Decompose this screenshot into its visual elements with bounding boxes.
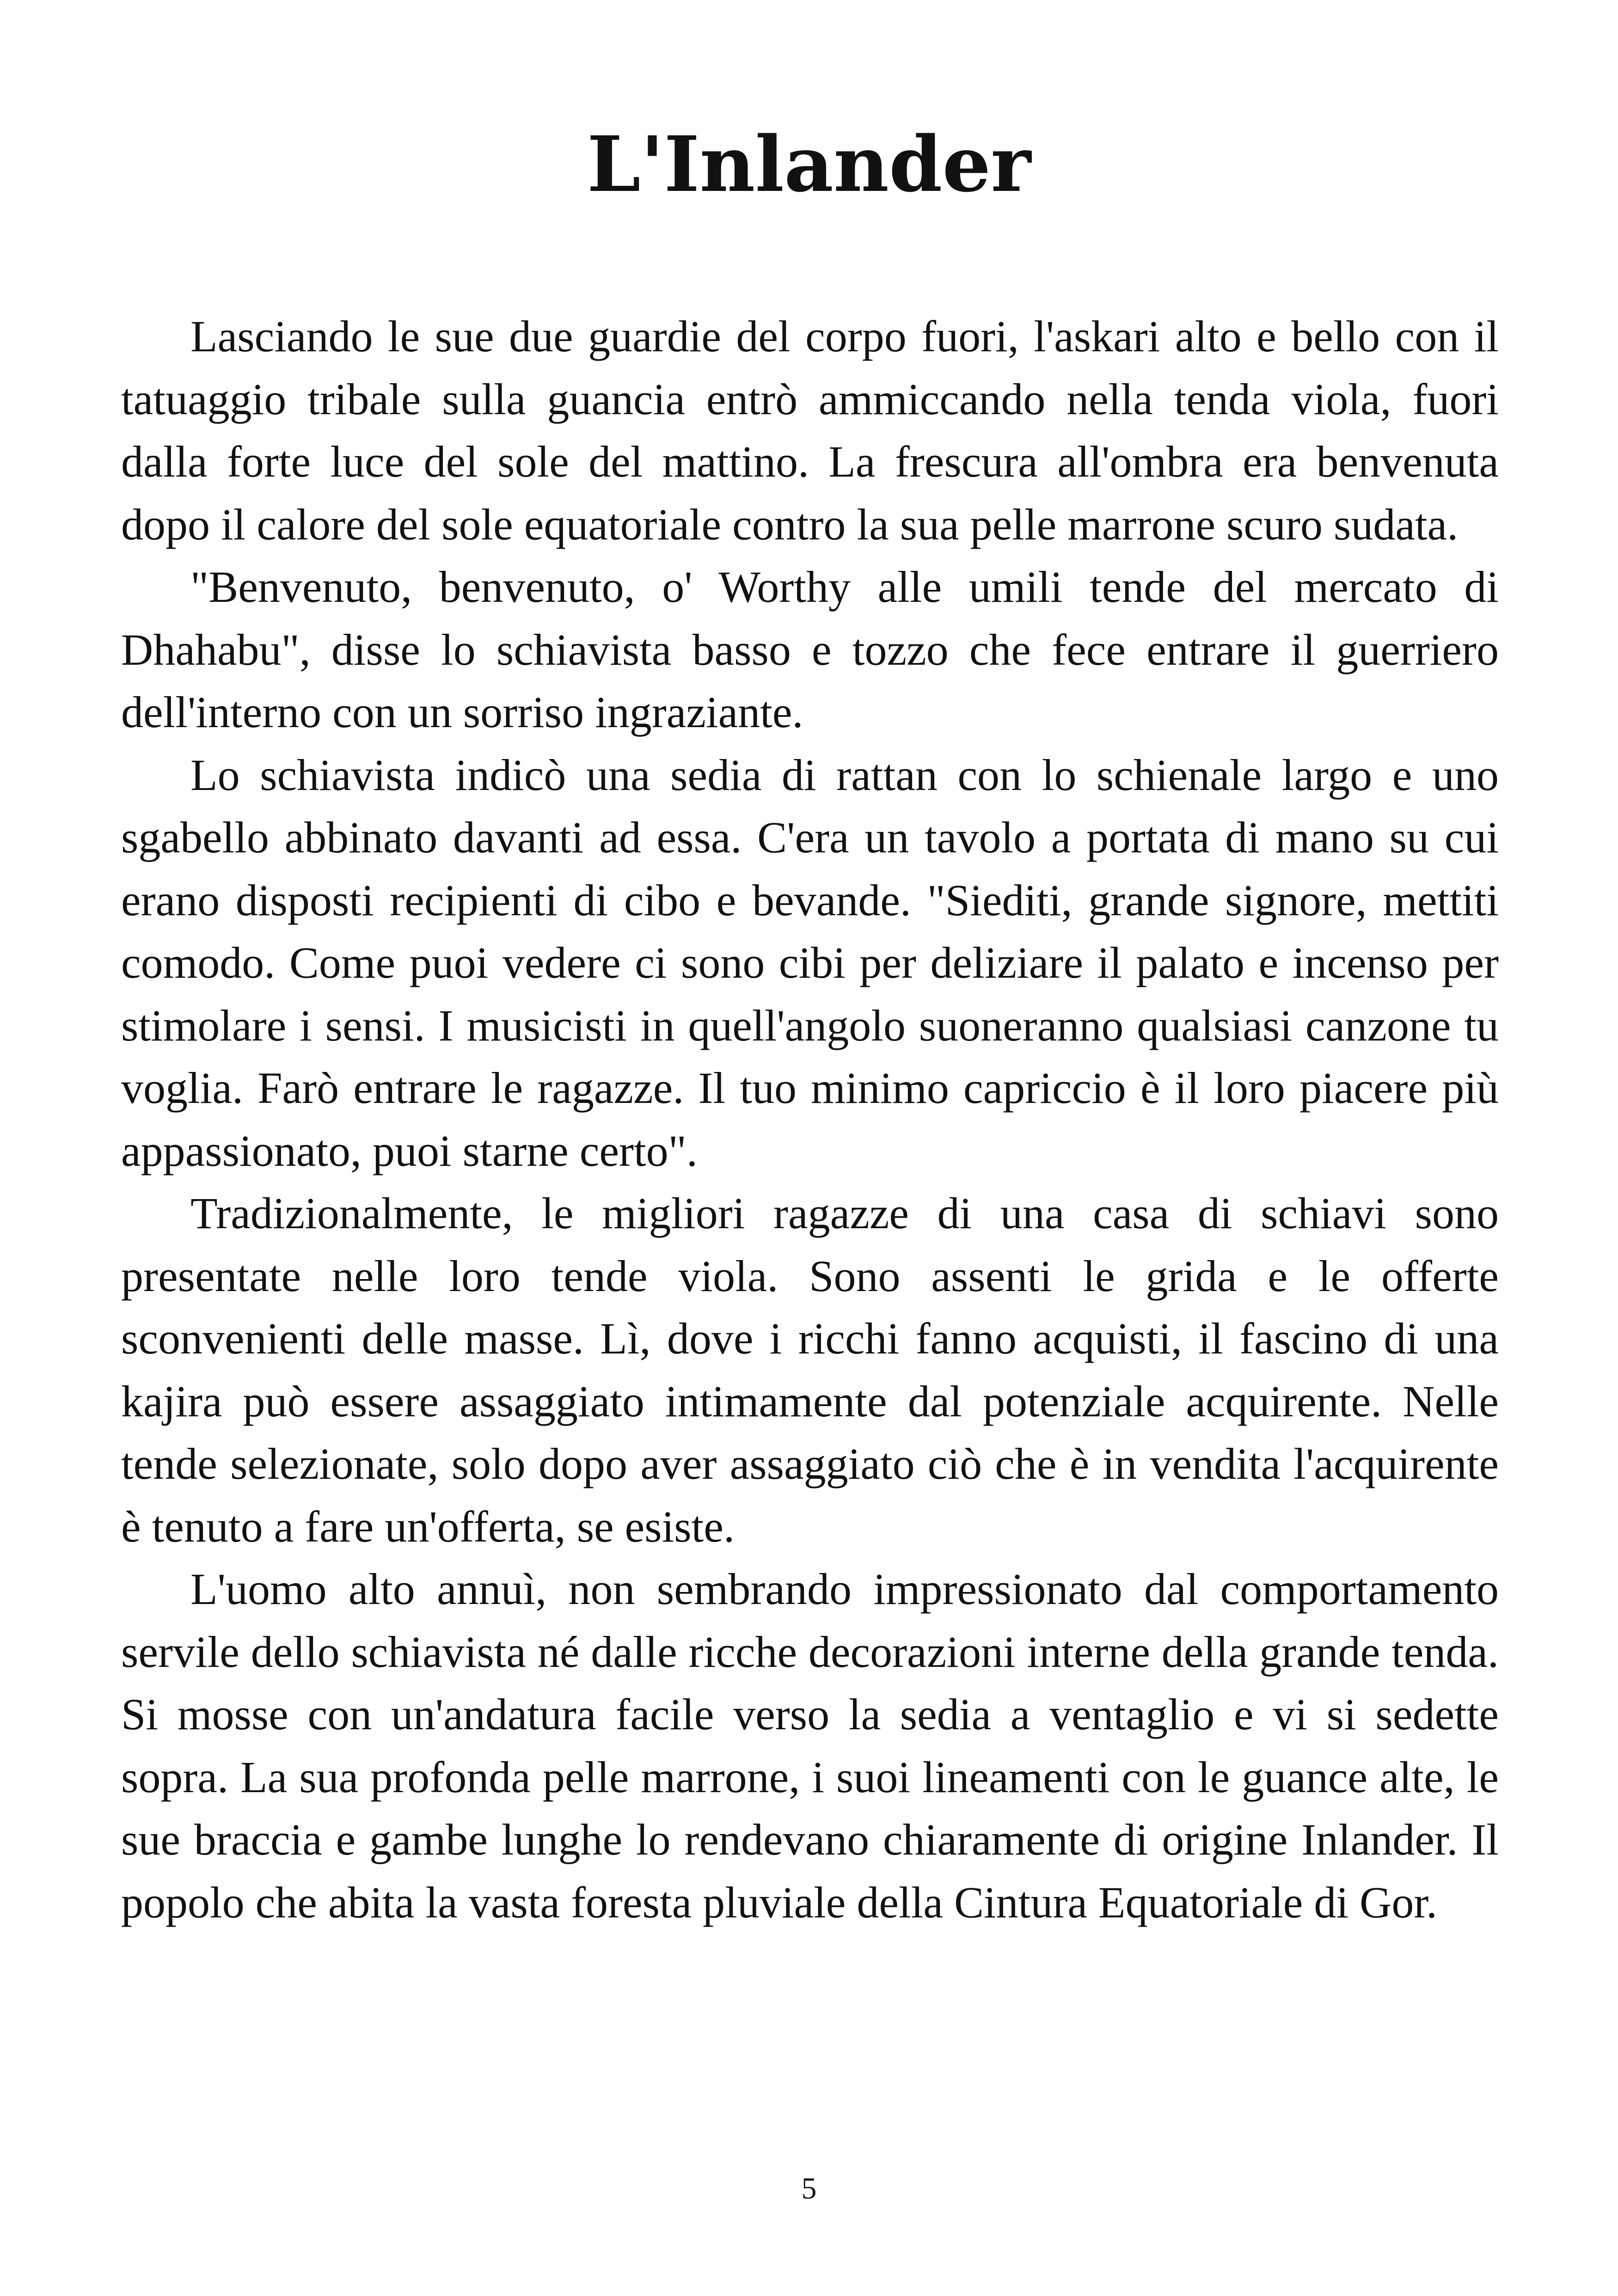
page-number: 5 <box>801 2172 817 2205</box>
paragraph: L'uomo alto annuì, non sembrando impressionato dal comportamento servile dello schiavista né dalle ricche decorazioni interne della grande tenda. Si mosse con un'andatura facile verso la sedia a ventaglio e vi si sedette sopra. La sua profonda pelle marrone, i suoi lineamenti con le guance alte, le sue braccia e gambe lunghe lo rendevano chiaramente di origine Inlander. Il popolo che abita la vasta foresta pluviale della Cintura Equatoriale di Gor. <box>121 1564 1499 1927</box>
paragraph: "Benvenuto, benvenuto, o' Worthy alle umili tende del mercato di Dhahabu", disse lo schiavista basso e tozzo che fece entrare il guerriero dell'interno con un sorriso ingraziante. <box>121 562 1499 737</box>
paragraph: Lasciando le sue due guardie del corpo fuori, l'askari alto e bello con il tatuaggio tribale sulla guancia entrò ammiccando nella tenda viola, fuori dalla forte luce del sole del mattino. La frescura all'ombra era benvenuta dopo il calore del sole equatoriale contro la sua pelle marrone scuro sudata. <box>121 312 1499 549</box>
chapter-body <box>121 305 1499 1934</box>
chapter-title: L'Inlander <box>587 119 1031 209</box>
paragraph: Lo schiavista indicò una sedia di rattan con lo schienale largo e uno sgabello abbinato davanti ad essa. C'era un tavolo a portata di mano su cui erano disposti recipienti di cibo e bevande. "Siediti, grande signore, mettiti comodo. Come puoi vedere ci sono cibi per deliziare il palato e incenso per stimolare i sensi. I musicisti in quell'angolo suoneranno qualsiasi canzone tu voglia. Farò entrare le ragazze. Il tuo minimo capriccio è il loro piacere più appassionato, puoi starne certo". <box>121 750 1499 1176</box>
paragraph: Tradizionalmente, le migliori ragazze di una casa di schiavi sono presentate nelle loro tende viola. Sono assenti le grida e le offerte sconvenienti delle masse. Lì, dove i ricchi fanno acquisti, il fascino di una kajira può essere assaggiato intimamente dal potenziale acquirente. Nelle tende selezionate, solo dopo aver assaggiato ciò che è in vendita l'acquirente è tenuto a fare un'offerta, se esiste. <box>121 1188 1499 1551</box>
